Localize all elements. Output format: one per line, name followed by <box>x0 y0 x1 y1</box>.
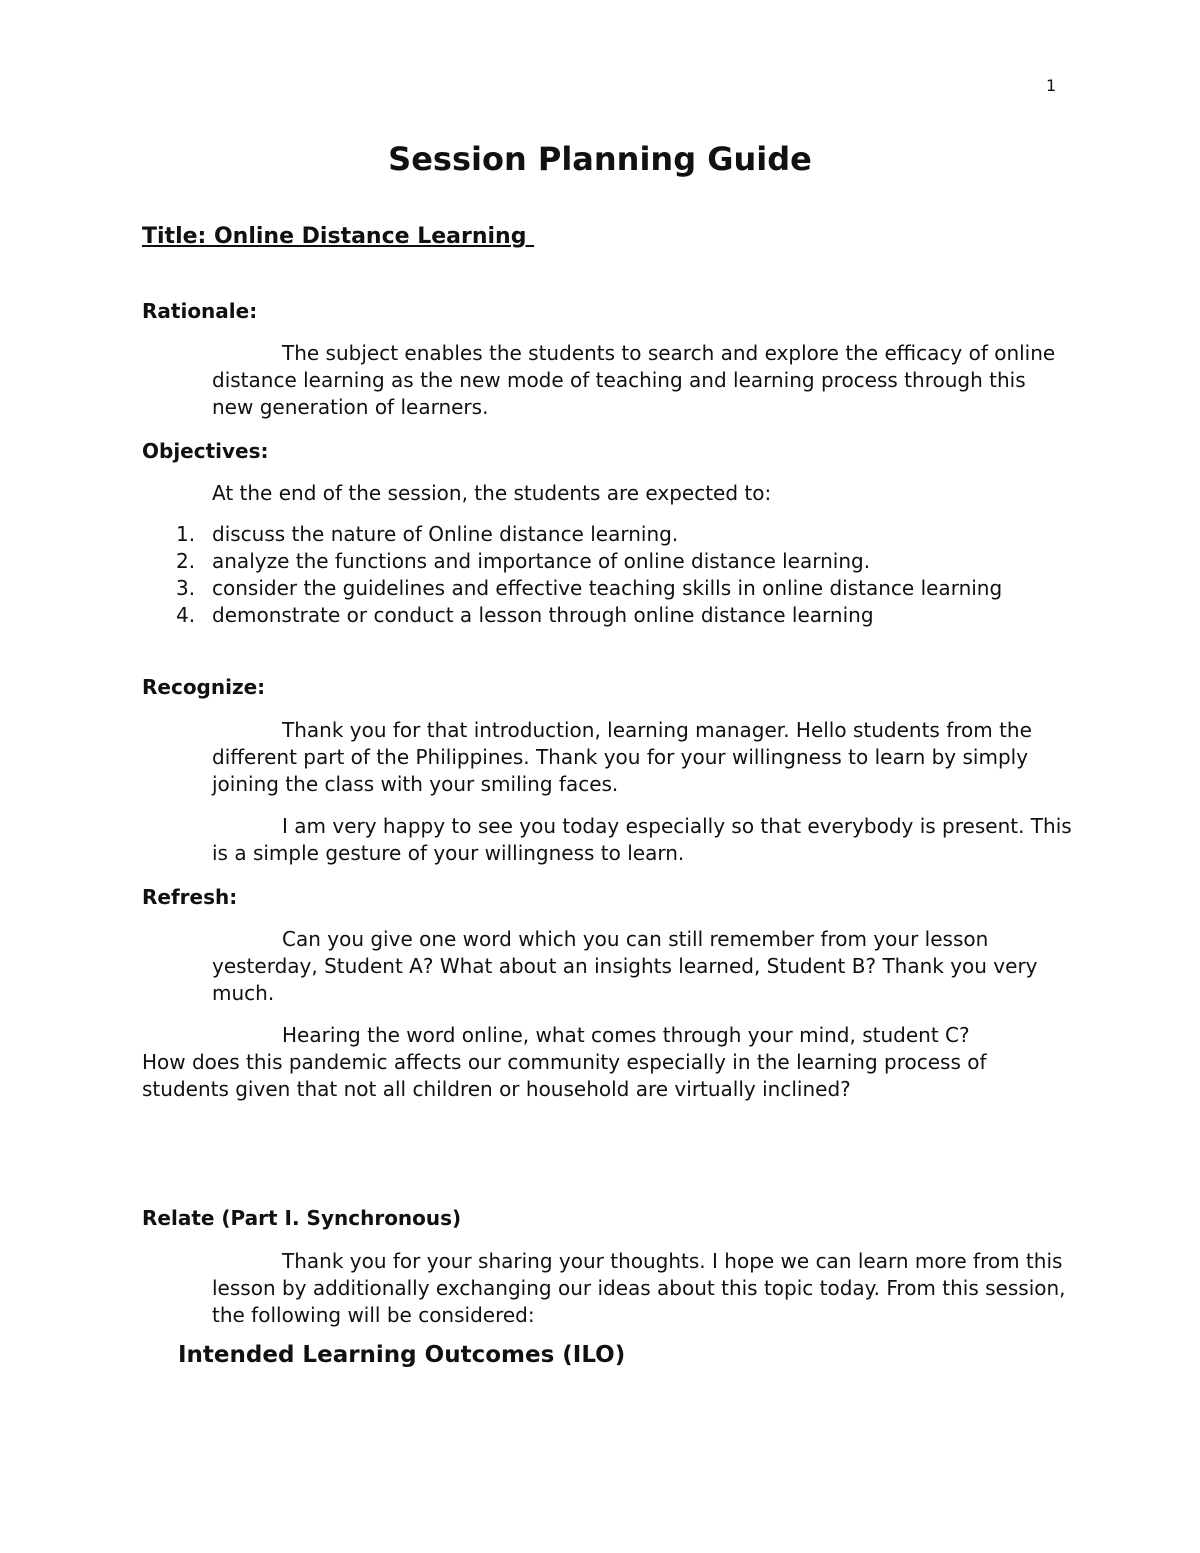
refresh-heading: Refresh: <box>142 885 238 909</box>
refresh-paragraph-2-rest: How does this pandemic affects our community especially in the learning process of students given that not all children or household are virtually inclined? <box>142 1050 987 1101</box>
objective-number: 2. <box>176 549 196 573</box>
objective-text: discuss the nature of Online distance learning. <box>212 522 679 546</box>
refresh-paragraph-2-first-line: Hearing the word online, what comes through your mind, student C? <box>282 1023 970 1047</box>
objective-number: 1. <box>176 522 196 546</box>
page-number: 1 <box>1046 76 1057 95</box>
rationale-heading: Rationale: <box>142 299 258 323</box>
objective-item <box>142 602 1042 629</box>
ilo-heading: Intended Learning Outcomes (ILO) <box>178 1342 626 1368</box>
rationale-text: The subject enables the students to search and explore the efficacy of online distance learning as the new mode of teaching and learning process through this new generation of learners. <box>212 341 1056 419</box>
document-title: Session Planning Guide <box>388 140 812 178</box>
recognize-paragraph-2: I am very happy to see you today especially so that everybody is present. This is a simple gesture of your willingness to learn. <box>212 814 1072 865</box>
objectives-heading: Objectives: <box>142 439 269 463</box>
relate-heading: Relate (Part I. Synchronous) <box>142 1206 462 1230</box>
objective-text: demonstrate or conduct a lesson through online distance learning <box>212 603 874 627</box>
refresh-paragraph-2 <box>142 1022 1072 1103</box>
objective-number: 4. <box>176 603 196 627</box>
objective-text: consider the guidelines and effective teaching skills in online distance learning <box>212 576 1003 600</box>
objectives-intro: At the end of the session, the students are expected to: <box>212 481 772 505</box>
relate-paragraph: Thank you for your sharing your thoughts. I hope we can learn more from this lesson by additionally exchanging our ideas about this topic today. From this session, the following will be considered: <box>212 1249 1066 1327</box>
objective-number: 3. <box>176 576 196 600</box>
objectives-list <box>142 521 1042 629</box>
recognize-paragraph-1: Thank you for that introduction, learning manager. Hello students from the different part of the Philippines. Thank you for your willingness to learn by simply joining the class with your smiling faces. <box>212 718 1032 796</box>
refresh-paragraph-1: Can you give one word which you can still remember from your lesson yesterday, Student A? What about an insights learned, Student B? Thank you very much. <box>212 927 1038 1005</box>
session-title: Title: Online Distance Learning <box>142 224 535 249</box>
objective-item <box>142 548 1042 575</box>
objective-item <box>142 521 1042 548</box>
objective-item <box>142 575 1042 602</box>
objective-text: analyze the functions and importance of online distance learning. <box>212 549 871 573</box>
recognize-heading: Recognize: <box>142 675 266 699</box>
